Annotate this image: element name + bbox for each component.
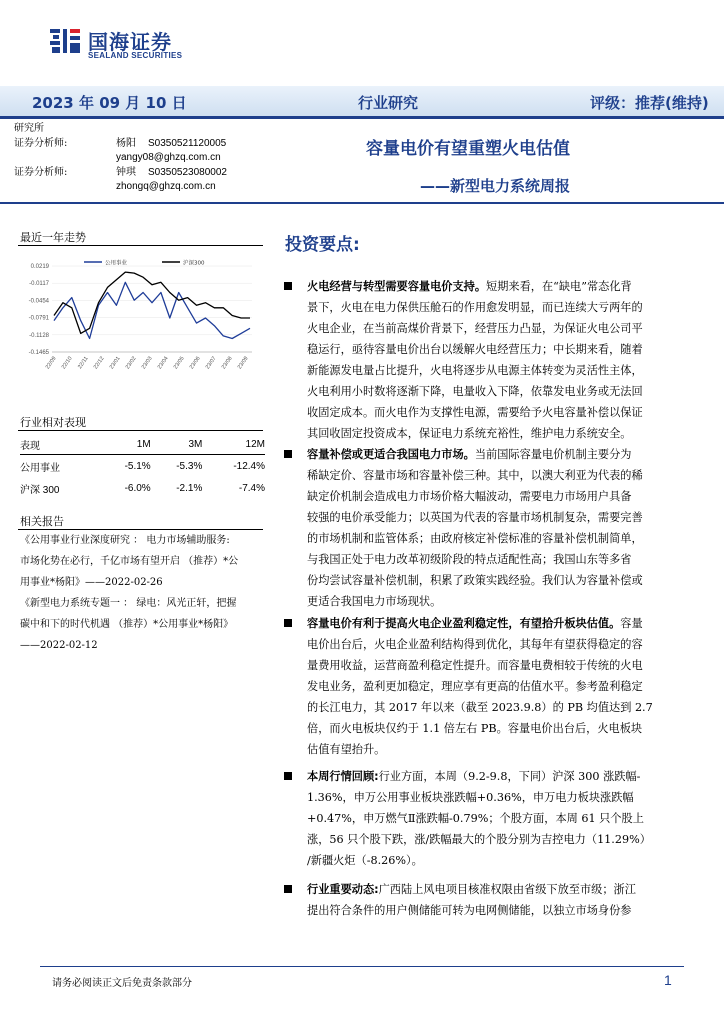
performance-header-12m: 12M: [202, 434, 265, 455]
row-12m: -12.4%: [233, 460, 265, 472]
row-12m: -7.4%: [238, 482, 265, 494]
legend-label: 公用事业: [105, 260, 128, 267]
related-line: 碳中和下的时代机遇 （推荐）*公用事业*杨阳》: [20, 619, 234, 630]
bullet-icon: [284, 282, 292, 290]
x-tick-label: 22/09: [44, 355, 58, 371]
para-line: 量费用收益，运营商盈利稳定性提升。而容量电费相较于传统的火电: [307, 659, 643, 672]
performance-header-row: [20, 434, 265, 455]
trend-rule: [18, 245, 263, 246]
related-line: 市场化势在必行，千亿市场有望开启 （推荐）*公: [20, 556, 239, 567]
key-point-para: [284, 276, 690, 444]
performance-header-1m: 1M: [99, 434, 151, 455]
performance-table: [20, 434, 265, 499]
para-line: 与我国正处于电力改革初级阶段的特点适配性高；我国山东等多省: [307, 553, 632, 566]
para-lead: 容量补偿或更适合我国电力市场。: [307, 448, 475, 461]
para-line: 广西陆上风电项目核准权限由省级下放至市级；浙江: [378, 883, 636, 896]
report-title: 容量电价有望重塑火电估值: [366, 139, 570, 159]
para-line: /新疆火炬（-8.26%）。: [307, 854, 423, 867]
para-line: 景下，火电在电力保供压舱石的作用愈发明显，而已连续大亏两年的: [307, 301, 643, 314]
para-lead: 火电经营与转型需要容量电价支持。: [307, 280, 487, 293]
key-point-para: [284, 444, 690, 612]
y-tick-label: -0.0117: [29, 281, 49, 288]
brand-name-cn: 国海证券: [88, 30, 172, 54]
related-line: ——2022-02-12: [20, 640, 98, 651]
analyst-1-name: 杨阳: [116, 138, 136, 149]
y-tick-label: -0.1465: [28, 350, 49, 356]
para-line: 的市场机制和监管体系；由政府核定补偿标准的容量补偿机制简单，: [307, 532, 643, 545]
y-tick-label: -0.0791: [28, 315, 49, 322]
para-line: 的长江电力，其 2017 年以来（截至 2023.9.8）的 PB 均值达到 2.7: [307, 701, 653, 714]
bullet-icon: [284, 619, 292, 627]
analyst-1-role: 证券分析师:: [14, 138, 68, 149]
key-points-title: 投资要点:: [285, 235, 360, 255]
para-line: 更适合我国电力市场现状。: [307, 595, 442, 608]
related-list: [20, 530, 265, 656]
x-tick-label: 22/11: [77, 355, 90, 371]
table-row: [20, 455, 265, 478]
x-tick-label: 23/02: [124, 355, 138, 371]
para-line: 短期来看，在“缺电”常态化背: [486, 280, 632, 293]
para-line: 其回收固定投资成本，保证电力系统充裕性，维护电力系统安全。: [307, 427, 632, 440]
row-3m: -2.1%: [176, 482, 203, 494]
x-tick-label: 22/10: [60, 355, 74, 371]
x-tick-label: 23/06: [188, 355, 202, 371]
para-line: 缺定价机制会造成电力市场价格大幅波动，需要电力市场用户具备: [307, 490, 632, 503]
para-line: 电价出台后，火电企业盈利结构得到优化，其每年有望获得稳定的容: [307, 638, 643, 651]
para-line: +0.47%，申万燃气Ⅱ涨跌幅-0.79%；个股方面，本周 61 只个股上: [307, 812, 644, 825]
page-number: 1: [664, 972, 672, 988]
footer-rule: [40, 966, 684, 967]
performance-rule: [18, 430, 263, 431]
brand-name-en: SEALAND SECURITIES: [88, 51, 183, 60]
para-lead: 容量电价有利于提高火电企业盈利稳定性，有望拾升板块估值。: [307, 617, 621, 630]
para-line: 估值有望抬升。: [307, 743, 386, 756]
row-name: 沪深 300: [20, 484, 60, 496]
analyst-dept: 研究所: [14, 123, 44, 134]
y-tick-label: 0.0219: [30, 264, 49, 270]
x-tick-label: 23/04: [156, 355, 170, 371]
para-line: 较强的电价承受能力；以英国为代表的容量市场机制复杂，需要完善: [307, 511, 643, 524]
series-line: [54, 282, 250, 338]
para-line: 稀缺定价、容量市场和容量补偿三种。其中，以澳大利亚为代表的稀: [307, 469, 643, 482]
para-line: 倍，而火电板块仅约于 1.1 倍左右 PB。容量电价出台后，火电板块: [307, 722, 643, 735]
row-name: 公用事业: [20, 462, 60, 474]
y-tick-label: -0.1128: [29, 332, 49, 339]
para-line: 稳运行，亟待容量电价出台以缓解火电经营压力；中长期来看，随着: [307, 343, 643, 356]
x-tick-label: 23/08: [220, 355, 234, 371]
x-tick-label: 23/03: [140, 355, 154, 371]
key-point-para: [284, 766, 690, 871]
trend-title: 最近一年走势: [20, 231, 86, 244]
y-tick-label: -0.0454: [28, 298, 49, 305]
row-1m: -5.1%: [124, 460, 151, 472]
analyst-2-role: 证券分析师:: [14, 167, 68, 178]
para-line: 行业方面，本周（9.2-9.8，下同）沪深 300 涨跌幅-: [378, 770, 641, 783]
analyst-2-license: S0350523080002: [148, 167, 227, 178]
x-tick-label: 23/05: [172, 355, 186, 371]
report-category: 行业研究: [358, 94, 419, 112]
row-3m: -5.3%: [176, 460, 203, 472]
related-title: 相关报告: [20, 515, 64, 528]
x-tick-label: 22/12: [92, 355, 106, 371]
report-subtitle: ——新型电力系统周报: [420, 177, 571, 195]
para-line: 新能源发电量占比提升，火电将逐步从电源主体转变为灵活性主体，: [307, 364, 643, 377]
x-tick-label: 23/01: [108, 355, 122, 371]
header-banner-rule: [0, 116, 724, 119]
para-line: 火电利用小时数将逐渐下降，电量收入下降，依靠发电业务或无法回: [307, 385, 643, 398]
para-line: 1.36%，申万公用事业板块涨跌幅+0.36%，申万电力板块涨跌幅: [307, 791, 634, 804]
row-1m: -6.0%: [124, 482, 151, 494]
key-point-para: [284, 879, 690, 921]
sealand-logo-icon: [50, 26, 80, 56]
para-line: 提出符合条件的用户侧储能可转为电网侧储能，以独立市场身份参: [307, 904, 632, 917]
para-line: 涨，56 只个股下跌，涨/跌幅最大的个股分别为吉控电力（11.29%）: [307, 833, 651, 846]
related-line: 《公用事业行业深度研究 ： 电力市场辅助服务:: [20, 535, 230, 546]
trend-chart: [14, 256, 266, 386]
table-row: [20, 477, 265, 499]
performance-title: 行业相对表现: [20, 416, 86, 429]
para-line: 容量: [620, 617, 643, 630]
report-rating: 评级：推荐(维持): [590, 94, 709, 112]
performance-header-3m: 3M: [151, 434, 203, 455]
analyst-2-name: 钟琪: [116, 167, 136, 178]
x-tick-label: 23/07: [204, 355, 218, 371]
para-line: 当前国际容量电价机制主要分为: [474, 448, 632, 461]
para-line: 火电企业，在当前高煤价背景下，经营压力凸显，为保证火电公司平: [307, 322, 643, 335]
para-line: 收固定成本。而火电作为支撑性电源，需要给予火电容量补偿以保证: [307, 406, 643, 419]
bullet-icon: [284, 885, 292, 893]
bullet-icon: [284, 772, 292, 780]
report-date: 2023 年 09 月 10 日: [32, 94, 187, 112]
performance-header-label: 表现: [20, 434, 99, 455]
analyst-1-email: yangy08@ghzq.com.cn: [116, 152, 221, 163]
key-point-para: [284, 613, 690, 760]
analyst-1-license: S0350521120005: [148, 138, 227, 149]
legend-label: 沪深300: [183, 260, 205, 267]
footer-disclaimer: 请务必阅读正文后免责条款部分: [52, 978, 192, 989]
title-divider: [0, 202, 724, 204]
related-line: 《新型电力系统专题一 ： 绿电：风光正轩，把握: [20, 598, 237, 609]
x-tick-label: 23/09: [236, 355, 250, 371]
related-line: 用事业*杨阳》——2022-02-26: [20, 577, 163, 588]
para-line: 发电业务，盈利更加稳定，理应享有更高的估值水平。参考盈利稳定: [307, 680, 643, 693]
para-lead: 行业重要动态:: [307, 883, 379, 896]
para-line: 份均尝试容量补偿机制，积累了政策实践经验。我们认为容量补偿或: [307, 574, 643, 587]
bullet-icon: [284, 450, 292, 458]
para-lead: 本周行情回顾:: [307, 770, 379, 783]
analyst-2-email: zhongq@ghzq.com.cn: [116, 181, 216, 192]
